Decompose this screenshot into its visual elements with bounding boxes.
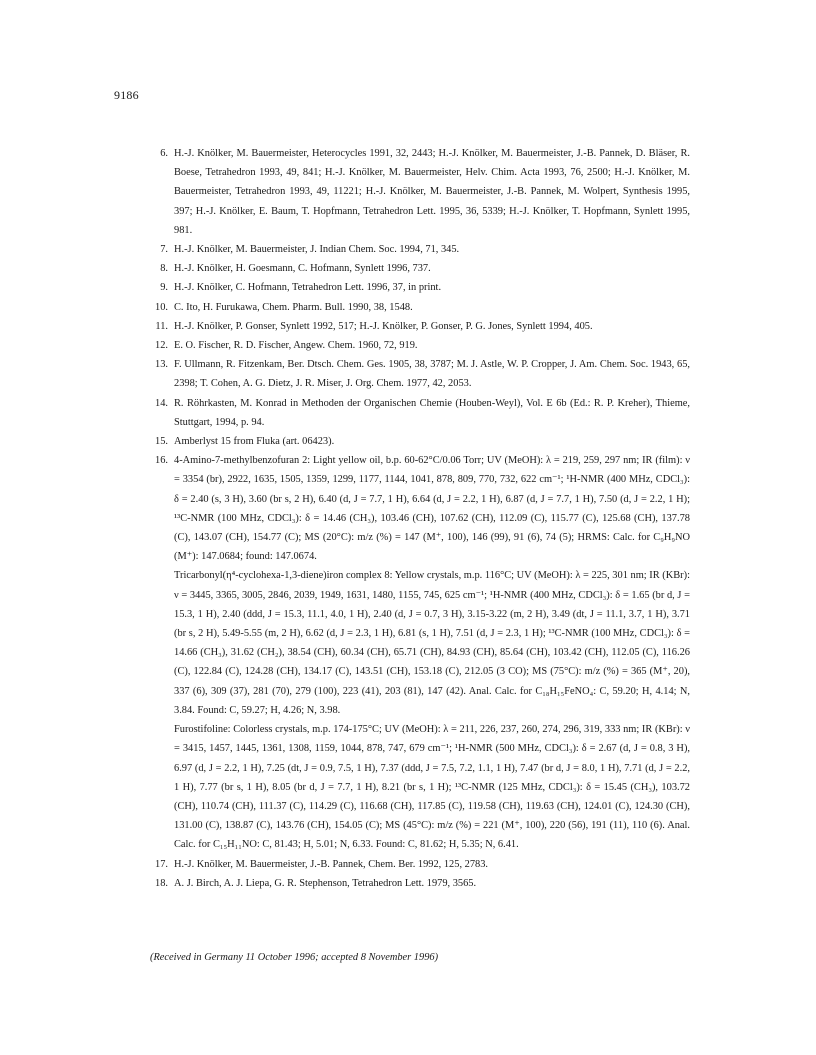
reference-text: F. Ullmann, R. Fitzenkam, Ber. Dtsch. Chem. Ges. 1905, 38, 3787; M. J. Astle, W. P. Cropper, J. Am. Chem. Soc. 1943, 65, 2398; T. Cohen, A. G. Dietz, J. R. Miser, J. Org. Chem. 1977, 42, 2053. <box>174 359 690 390</box>
reference-number: 9. <box>160 282 168 294</box>
reference-number: 16. <box>155 455 168 467</box>
reference-text: Amberlyst 15 from Fluka (art. 06423). <box>174 436 335 448</box>
reference-text: H.-J. Knölker, M. Bauermeister, J.-B. Pannek, Chem. Ber. 1992, 125, 2783. <box>174 858 489 870</box>
reference-text: H.-J. Knölker, C. Hofmann, Tetrahedron Lett. 1996, 37, in print. <box>174 282 442 294</box>
reference-number: 18. <box>155 877 168 889</box>
reference-12 <box>150 336 690 355</box>
reference-number: 11. <box>155 320 168 332</box>
reference-15 <box>150 432 690 451</box>
reference-6 <box>150 144 690 240</box>
reference-9 <box>150 278 690 297</box>
reference-10 <box>150 298 690 317</box>
reference-number: 10. <box>155 301 168 313</box>
reference-text: E. O. Fischer, R. D. Fischer, Angew. Chem. 1960, 72, 919. <box>174 340 418 352</box>
received-dates: (Received in Germany 11 October 1996; accepted 8 November 1996) <box>150 952 439 963</box>
reference-number: 14. <box>155 397 168 409</box>
reference-text: H.-J. Knölker, H. Goesmann, C. Hofmann, Synlett 1996, 737. <box>174 263 431 275</box>
reference-17 <box>150 855 690 874</box>
reference-text: C. Ito, H. Furukawa, Chem. Pharm. Bull. 1990, 38, 1548. <box>174 301 413 313</box>
reference-14 <box>150 394 690 432</box>
reference-text: H.-J. Knölker, M. Bauermeister, J. Indian Chem. Soc. 1994, 71, 345. <box>174 244 460 256</box>
reference-11 <box>150 317 690 336</box>
reference-16 <box>150 451 690 854</box>
reference-text: H.-J. Knölker, P. Gonser, Synlett 1992, 517; H.-J. Knölker, P. Gonser, P. G. Jones, Synlett 1994, 405. <box>174 320 593 332</box>
reference-text: A. J. Birch, A. J. Liepa, G. R. Stephenson, Tetrahedron Lett. 1979, 3565. <box>174 877 477 889</box>
reference-number: 12. <box>155 340 168 352</box>
reference-13 <box>150 355 690 393</box>
reference-continuation: Tricarbonyl(η⁴-cyclohexa-1,3-diene)iron complex 8: Yellow crystals, m.p. 116°C; UV (MeOH): λ = 225, 301 nm; IR (KBr): ν = 3445, 3365, 3005, 2846, 2039, 1949, 1631, 1480, 1155, 745, 625 cm⁻¹; ¹H-NMR (400 MHz, CDCl₃): δ = 1.65 (br d, J = 15.3, 1 H), 2.40 (ddd, J = 15.3, 11.1, 4.0, 1 H), 2.40 (d, J = 0.7, 3 H), 3.15-3.22 (m, 2 H), 3.49 (dt, J = 11.1, 3.7, 1 H), 3.71 (br s, 2 H), 5.49-5.55 (m, 2 H), 6.62 (d, J = 2.3, 1 H), 6.81 (s, 1 H), 7.51 (d, J = 2.3, 1 H); ¹³C-NMR (100 MHz, CDCl₃): δ = 14.66 (CH₃), 31.62 (CH₂), 38.54 (CH), 60.34 (CH), 65.71 (CH), 84.93 (CH), 85.64 (CH), 103.42 (CH), 112.05 (C), 116.26 (C), 122.84 (C), 124.28 (CH), 134.17 (C), 143.51 (CH), 153.18 (C), 212.05 (3 CO); MS (75°C): m/z (%) = 365 (M⁺, 20), 337 (6), 309 (37), 281 (70), 279 (100), 223 (41), 203 (81), 147 (42). Anal. Calc. for C₁₈H₁₅FeNO₄: C, 59.20; H, 4.14; N, 3.84. Found: C, 59.27; H, 4.26; N, 3.98. <box>174 570 690 716</box>
reference-continuation: Furostifoline: Colorless crystals, m.p. 174-175°C; UV (MeOH): λ = 211, 226, 237, 260, 274, 296, 319, 333 nm; IR (KBr): ν = 3415, 1457, 1445, 1361, 1308, 1159, 1044, 878, 747, 679 cm⁻¹; ¹H-NMR (500 MHz, CDCl₃): δ = 2.67 (d, J = 0.8, 3 H), 6.97 (d, J = 2.2, 1 H), 7.25 (dt, J = 0.9, 7.5, 1 H), 7.37 (ddd, J = 7.5, 7.2, 1.1, 1 H), 7.47 (br d, J = 8.0, 1 H), 7.71 (d, J = 2.2, 1 H), 7.77 (br s, 1 H), 8.05 (br d, J = 7.7, 1 H), 8.21 (br s, 1 H); ¹³C-NMR (125 MHz, CDCl₃): δ = 15.45 (CH₃), 103.72 (CH), 110.74 (CH), 111.37 (C), 114.29 (C), 116.68 (CH), 117.85 (C), 119.58 (CH), 119.63 (CH), 124.01 (C), 124.30 (CH), 131.00 (C), 138.87 (C), 143.76 (CH), 154.05 (C); MS (45°C): m/z (%) = 221 (M⁺, 100), 220 (56), 191 (11), 110 (6). Anal. Calc. for C₁₅H₁₁NO: C, 81.43; H, 5.01; N, 6.33. Found: C, 81.62; H, 5.35; N, 6.41. <box>174 724 690 851</box>
reference-8 <box>150 259 690 278</box>
reference-text: 4-Amino-7-methylbenzofuran 2: Light yellow oil, b.p. 60-62°C/0.06 Torr; UV (MeOH): λ = 219, 259, 297 nm; IR (film): ν = 3354 (br), 2922, 1635, 1505, 1359, 1299, 1177, 1144, 1041, 878, 809, 770, 732, 622 cm⁻¹; ¹H-NMR (400 MHz, CDCl₃): δ = 2.40 (s, 3 H), 3.60 (br s, 2 H), 6.40 (d, J = 7.7, 1 H), 6.64 (d, J = 2.2, 1 H), 6.87 (d, J = 7.7, 1 H), 7.50 (d, J = 2.2, 1 H); ¹³C-NMR (100 MHz, CDCl₃): δ = 14.46 (CH₃), 103.46 (CH), 107.62 (CH), 112.09 (C), 115.77 (C), 125.68 (CH), 137.78 (C), 143.07 (CH), 154.77 (C); MS (20°C): m/z (%) = 147 (M⁺, 100), 146 (99), 91 (6), 74 (5); HRMS: Calc. for C₉H₉NO (M⁺): 147.0684; found: 147.0674. <box>174 455 690 563</box>
reference-text: R. Röhrkasten, M. Konrad in Methoden der Organischen Chemie (Houben-Weyl), Vol. E 6b (Ed.: R. P. Kreher), Thieme, Stuttgart, 1994, p. 94. <box>174 397 690 428</box>
reference-number: 13. <box>155 359 168 371</box>
reference-number: 7. <box>160 244 168 256</box>
reference-number: 6. <box>160 148 168 159</box>
reference-number: 8. <box>160 263 168 275</box>
reference-18 <box>150 874 690 893</box>
reference-text: H.-J. Knölker, M. Bauermeister, Heterocycles 1991, 32, 2443; H.-J. Knölker, M. Bauermeister, J.-B. Pannek, D. Bläser, R. Boese, Tetrahedron 1993, 49, 841; H.-J. Knölker, M. Bauermeister, Helv. Chim. Acta 1993, 76, 2500; H.-J. Knölker, M. Bauermeister, Tetrahedron 1993, 49, 11221; H.-J. Knölker, M. Bauermeister, J.-B. Pannek, M. Wolpert, Synthesis 1995, 397; H.-J. Knölker, E. Baum, T. Hopfmann, Tetrahedron Lett. 1995, 36, 5339; H.-J. Knölker, T. Hopfmann, Synlett 1995, 981. <box>174 148 690 236</box>
reference-list <box>150 144 690 893</box>
reference-7 <box>150 240 690 259</box>
page-number: 9186 <box>114 88 139 102</box>
reference-number: 15. <box>155 436 168 448</box>
reference-number: 17. <box>155 858 168 870</box>
